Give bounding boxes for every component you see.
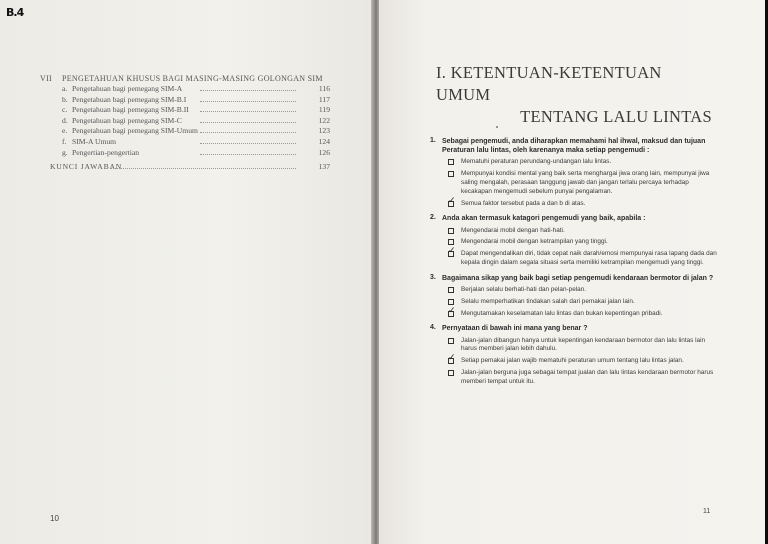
checkbox-icon[interactable]	[448, 299, 454, 305]
checkbox-icon[interactable]	[448, 370, 454, 376]
answer-option	[448, 298, 718, 307]
toc-item-label	[62, 137, 116, 148]
checked-checkbox-icon[interactable]	[448, 311, 454, 317]
toc-item-text: Pengetahuan bagi pemegang SIM-B.I	[72, 94, 187, 104]
toc-item-page: 122	[318, 115, 330, 125]
answer-option	[448, 337, 718, 355]
toc-item-page: 119	[318, 105, 330, 115]
answer-option-text: Dapat mengendalikan diri, tidak cepat naik darah/emosi mempunyai rasa lapang dada dan kepala dingin dalam segala situasi serta memiliki ketrampilan mengemudi yang tinggi.	[461, 250, 717, 266]
toc-item-label	[62, 105, 189, 116]
question-item	[430, 324, 718, 386]
toc-row	[40, 95, 330, 106]
question-number: 1.	[430, 137, 436, 144]
checked-checkbox-icon[interactable]	[448, 358, 454, 364]
question-list	[430, 137, 718, 393]
checkbox-icon[interactable]	[448, 239, 454, 245]
answer-option-text: Semua faktor tersebut pada a dan b di atas.	[461, 199, 586, 207]
toc-item-text: Pengetahuan bagi pemegang SIM-A	[72, 84, 183, 93]
answer-option	[448, 369, 718, 387]
leader-dots	[200, 154, 296, 155]
left-page	[0, 0, 373, 544]
checked-checkbox-icon[interactable]	[448, 201, 454, 207]
corner-mark: B.4	[6, 6, 24, 19]
checkbox-icon[interactable]	[448, 287, 454, 293]
answer-option	[448, 310, 718, 319]
toc-row	[40, 105, 330, 116]
answer-option-text: Jalan-jalan berguna juga sebagai tempat jualan dan lalu lintas kendaraan bermotor harus memberi tempat untuk itu.	[461, 368, 714, 385]
question-text: Anda akan termasuk katagori pengemudi yang baik, apabila :	[442, 215, 646, 223]
toc-item-label	[62, 95, 186, 106]
toc-item-page: 124	[318, 136, 330, 146]
toc-row-kunci	[40, 162, 330, 173]
toc-item-letter: g.	[62, 147, 68, 157]
question-number: 2.	[430, 214, 436, 222]
answer-option	[448, 200, 718, 209]
answer-option	[448, 170, 718, 196]
toc-item-page: 117	[318, 94, 330, 104]
toc-items	[40, 84, 330, 158]
toc-heading-text: PENGETAHUAN KHUSUS BAGI MASING-MASING GOLONGAN SIM	[62, 74, 323, 83]
toc-item-page: 116	[318, 84, 330, 93]
leader-dots	[200, 111, 296, 112]
toc-row	[40, 84, 330, 95]
answer-option-text: Mempunyai kondisi mental yang baik serta menghargai jiwa orang lain, mempunyai jiwa saling mengalah, perasaan tanggung jawab dan jangan terlalu percaya terhadap kecakapan mengemudi sebelum punyai pengalaman.	[461, 170, 710, 195]
chapter-title-line1: I. KETENTUAN-KETENTUAN UMUM	[436, 63, 662, 104]
toc-row	[40, 126, 330, 137]
toc-item-letter: c.	[62, 105, 68, 115]
toc-row	[40, 148, 330, 159]
leader-dots	[200, 122, 296, 123]
answer-option	[448, 250, 718, 268]
answer-option	[448, 238, 718, 247]
leader-dots	[200, 132, 296, 133]
chapter-title-line2: TENTANG LALU LINTAS	[520, 107, 712, 126]
toc-heading-number: VII	[40, 74, 53, 83]
leader-dots	[200, 90, 296, 91]
table-of-contents	[40, 74, 330, 173]
speck	[496, 126, 498, 128]
toc-item-text: Pengetahuan bagi pemegang SIM-B.II	[72, 105, 189, 115]
toc-row	[40, 116, 330, 127]
checkbox-icon[interactable]	[448, 171, 454, 177]
answer-option-text: Mengutamakan keselamatan lalu lintas dan bukan kepentingan pribadi.	[461, 309, 663, 317]
answer-option	[448, 158, 718, 167]
toc-item-letter: f.	[62, 136, 67, 146]
answer-option-text: Mengendarai mobil dengan hati-hati.	[461, 226, 565, 234]
answer-option-text: Mematuhi peraturan perundang-undangan lalu lintas.	[461, 158, 612, 166]
kunci-page: 137	[318, 162, 330, 172]
toc-item-label	[62, 116, 182, 127]
question-item	[430, 214, 718, 267]
answer-option-text: Jalan-jalan dibangun hanya untuk kepentingan kendaraan bermotor dan lalu lintas lain harus memberi jalan lebih dahulu.	[461, 336, 706, 353]
toc-item-letter: a.	[62, 84, 68, 93]
answer-option-text: Selalu memperhatikan tindakan salah dari pemakai jalan lain.	[461, 297, 635, 305]
question-number: 3.	[430, 273, 436, 281]
question-text: Sebagai pengemudi, anda diharapkan memahami hal ihwal, maksud dan tujuan Peraturan lalu lintas, oleh karenanya maka setiap pengemudi :	[442, 138, 706, 155]
toc-item-label	[62, 84, 182, 95]
checkbox-icon[interactable]	[448, 338, 454, 344]
question-number: 4.	[430, 324, 436, 332]
page-number-right: 11	[703, 508, 711, 515]
answer-option	[448, 286, 718, 295]
answer-option	[448, 227, 718, 236]
leader-dots	[200, 101, 296, 102]
toc-item-text: SIM-A Umum	[72, 136, 117, 146]
toc-row	[40, 137, 330, 148]
answer-option-text: Mengendarai mobil dengan ketrampilan yang tinggi.	[461, 238, 608, 246]
toc-item-label	[62, 126, 198, 137]
toc-item-letter: d.	[62, 115, 68, 125]
question-item	[430, 137, 718, 208]
checkbox-icon[interactable]	[448, 159, 454, 165]
checked-checkbox-icon[interactable]	[448, 251, 454, 257]
answer-option-text: Setiap pemakai jalan wajib mematuhi peraturan umum tentang lalu lintas jalan.	[461, 357, 684, 365]
chapter-title	[436, 62, 716, 128]
toc-item-label	[62, 148, 139, 159]
toc-item-text: Pengetahuan bagi pemegang SIM-Umum	[72, 126, 198, 136]
leader-dots	[200, 143, 296, 144]
answer-option	[448, 357, 718, 366]
kunci-label: KUNCI JAWABAN	[50, 162, 123, 172]
toc-item-letter: b.	[62, 94, 68, 104]
leader-dots	[110, 168, 296, 169]
toc-heading	[40, 74, 330, 84]
toc-item-page: 123	[318, 126, 330, 136]
question-text: Pernyataan di bawah ini mana yang benar ?	[442, 325, 588, 333]
toc-item-text: Pengertian-pengertian	[72, 147, 140, 157]
page-number-left: 10	[50, 514, 59, 523]
toc-item-letter: e.	[62, 126, 68, 136]
question-text: Bagaimana sikap yang baik bagi setiap pengemudi kendaraan bermotor di jalan ?	[442, 274, 714, 282]
answer-option-text: Berjalan selalu berhati-hati dan pelan-pelan.	[461, 285, 587, 293]
toc-item-text: Pengetahuan bagi pemegang SIM-C	[72, 115, 182, 125]
checkbox-icon[interactable]	[448, 228, 454, 234]
question-item	[430, 274, 718, 319]
toc-item-page: 126	[318, 147, 330, 157]
